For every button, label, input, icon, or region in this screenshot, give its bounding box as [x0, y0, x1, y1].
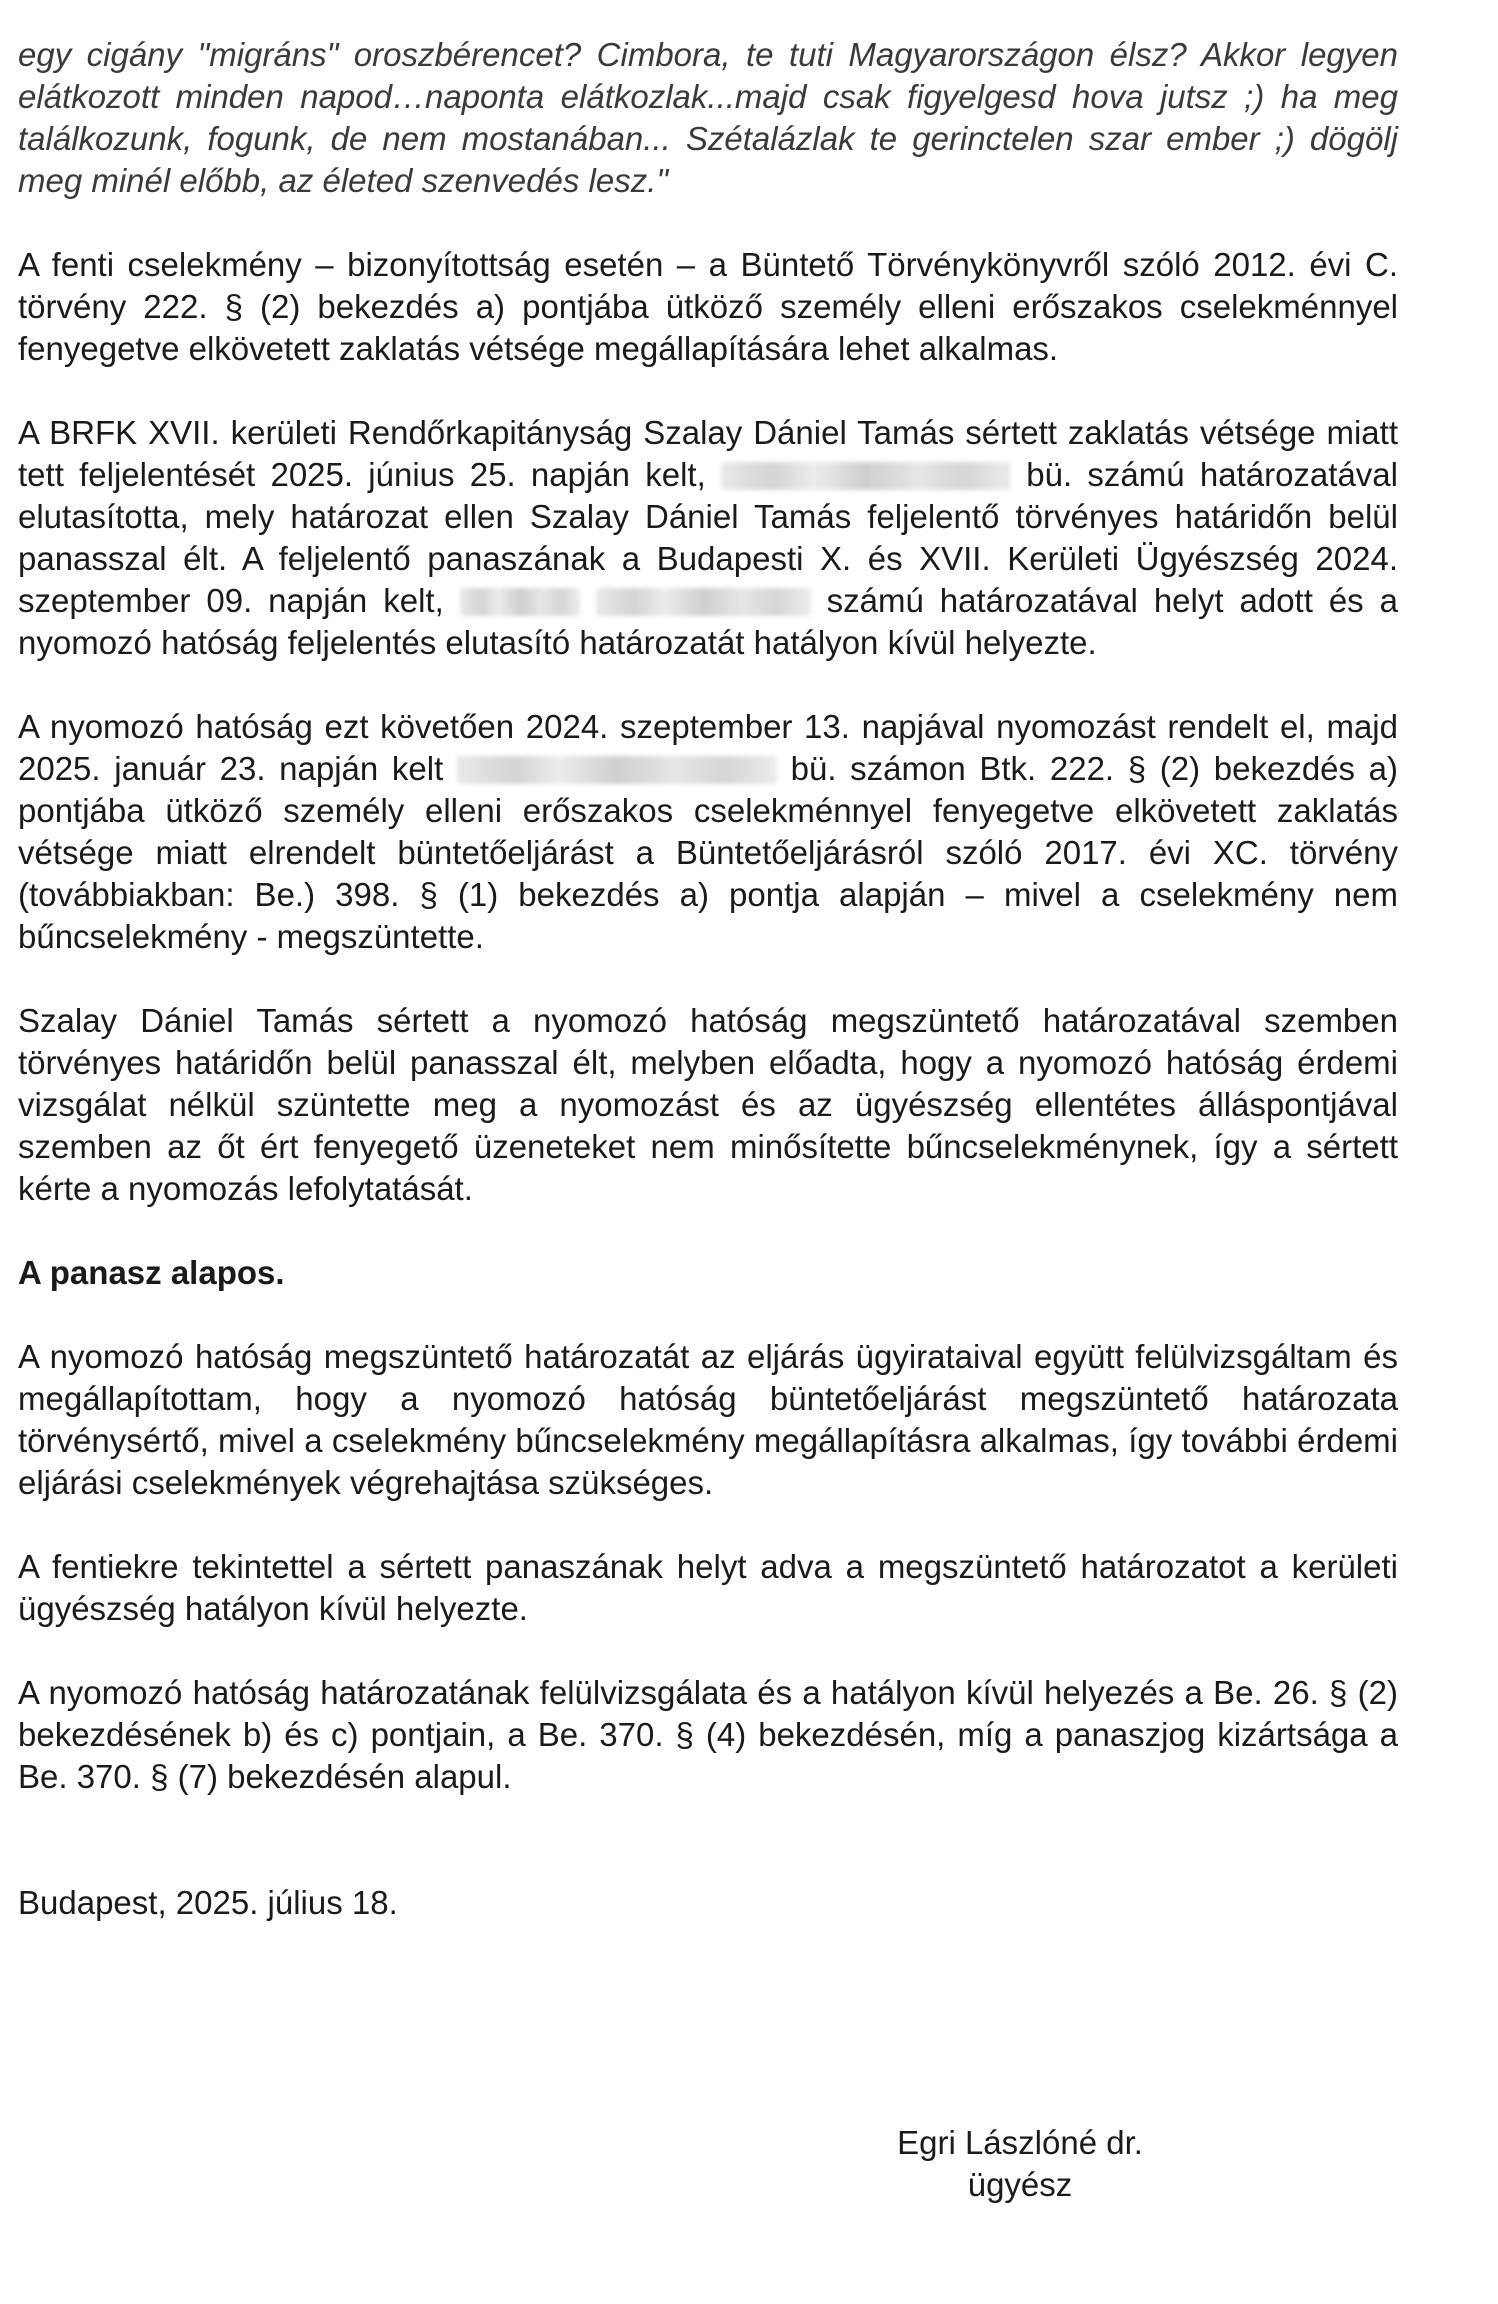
- decision-paragraph: A fentiekre tekintettel a sértett panaszának helyt adva a megszüntető határozatot a kerületi ügyészség hatályon kívül helyezte.: [18, 1548, 1398, 1627]
- signature-block: [870, 2122, 1170, 2206]
- legal-basis-paragraph: A nyomozó hatóság határozatának felülvizsgálata és a hatályon kívül helyezés a Be. 26. § (2) bekezdésének b) és c) pontjain, a Be. 370. § (4) bekezdésén, míg a panaszjog kizártsága a Be. 370. § (7) bekezdésén alapul.: [18, 1674, 1398, 1795]
- review-paragraph: A nyomozó hatóság megszüntető határozatát az eljárás ügyirataival együtt felülvizsgáltam és megállapítottam, hogy a nyomozó hatóság büntetőeljárást megszüntető határozata törvénysértő, mivel a cselekmény bűncselekmény megállapításra alkalmas, így további érdemi eljárási cselekmények végrehajtása szükséges.: [18, 1338, 1398, 1501]
- section-heading: A panasz alapos.: [18, 1254, 285, 1291]
- quoted-message: egy cigány "migráns" oroszbérencet? Cimbora, te tuti Magyarországon élsz? Akkor legyen elátkozott minden napod…naponta elátkozlak...majd csak figyelgesd hova jutsz ;) ha meg találkozunk, fogunk, de nem mostanában... Szétalázlak te gerinctelen szar ember ;) dögölj meg minél előbb, az életed szenvedés lesz.": [18, 36, 1398, 199]
- redacted-case-number: [457, 756, 777, 784]
- investigation-text-1: A nyomozó hatóság ezt követően 2024. szeptember 13. napjával nyomozást rendelt el, majd 2025. január 23. napján kelt: [18, 708, 1398, 787]
- document-body: [18, 34, 1398, 1924]
- investigation-paragraph: [18, 706, 1398, 958]
- redacted-case-number: [460, 588, 580, 616]
- place-and-date: Budapest, 2025. július 18.: [18, 1884, 398, 1921]
- procedural-history-text-1: A BRFK XVII. kerületi Rendőrkapitányság Szalay Dániel Tamás sértett zaklatás vétsége miatt tett feljelentését 2025. június 25. napján kelt,: [18, 414, 1398, 493]
- procedural-history-paragraph: [18, 412, 1398, 664]
- procedural-history-text-3: számú határozatával helyt adott és a nyomozó hatóság feljelentés elutasító határozatát hatályon kívül helyezte.: [18, 582, 1398, 661]
- procedural-history-text-2: bü. számú határozatával elutasította, mely határozat ellen Szalay Dániel Tamás feljelentő törvényes határidőn belül panasszal élt. A feljelentő panaszának a Budapesti X. és XVII. Kerületi Ügyészség 2024. szeptember 09. napján kelt,: [18, 456, 1398, 619]
- redacted-case-number: [721, 462, 1011, 490]
- redacted-case-number: [596, 588, 811, 616]
- signatory-title: ügyész: [967, 2166, 1073, 2203]
- investigation-text-2: bü. számon Btk. 222. § (2) bekezdés a) pontjába ütköző személy elleni erőszakos cselekménnyel fenyegetve elkövetett zaklatás vétsége miatt elrendelt büntetőeljárást a Büntetőeljárásról szóló 2017. évi XC. törvény (továbbiakban: Be.) 398. § (1) bekezdés a) pontja alapján – mivel a cselekmény nem bűncselekmény - megszüntette.: [18, 750, 1399, 955]
- signatory-name: Egri Lászlóné dr.: [897, 2124, 1143, 2161]
- legal-qualification-paragraph: A fenti cselekmény – bizonyítottság esetén – a Büntető Törvénykönyvről szóló 2012. évi C. törvény 222. § (2) bekezdés a) pontjába ütköző személy elleni erőszakos cselekménnyel fenyegetve elkövetett zaklatás vétsége megállapítására lehet alkalmas.: [18, 246, 1398, 367]
- complaint-paragraph: Szalay Dániel Tamás sértett a nyomozó hatóság megszüntető határozatával szemben törvényes határidőn belül panasszal élt, melyben előadta, hogy a nyomozó hatóság érdemi vizsgálat nélkül szüntette meg a nyomozást és az ügyészség ellentétes álláspontjával szemben az őt ért fenyegető üzeneteket nem minősítette bűncselekménynek, így a sértett kérte a nyomozás lefolytatását.: [18, 1002, 1398, 1207]
